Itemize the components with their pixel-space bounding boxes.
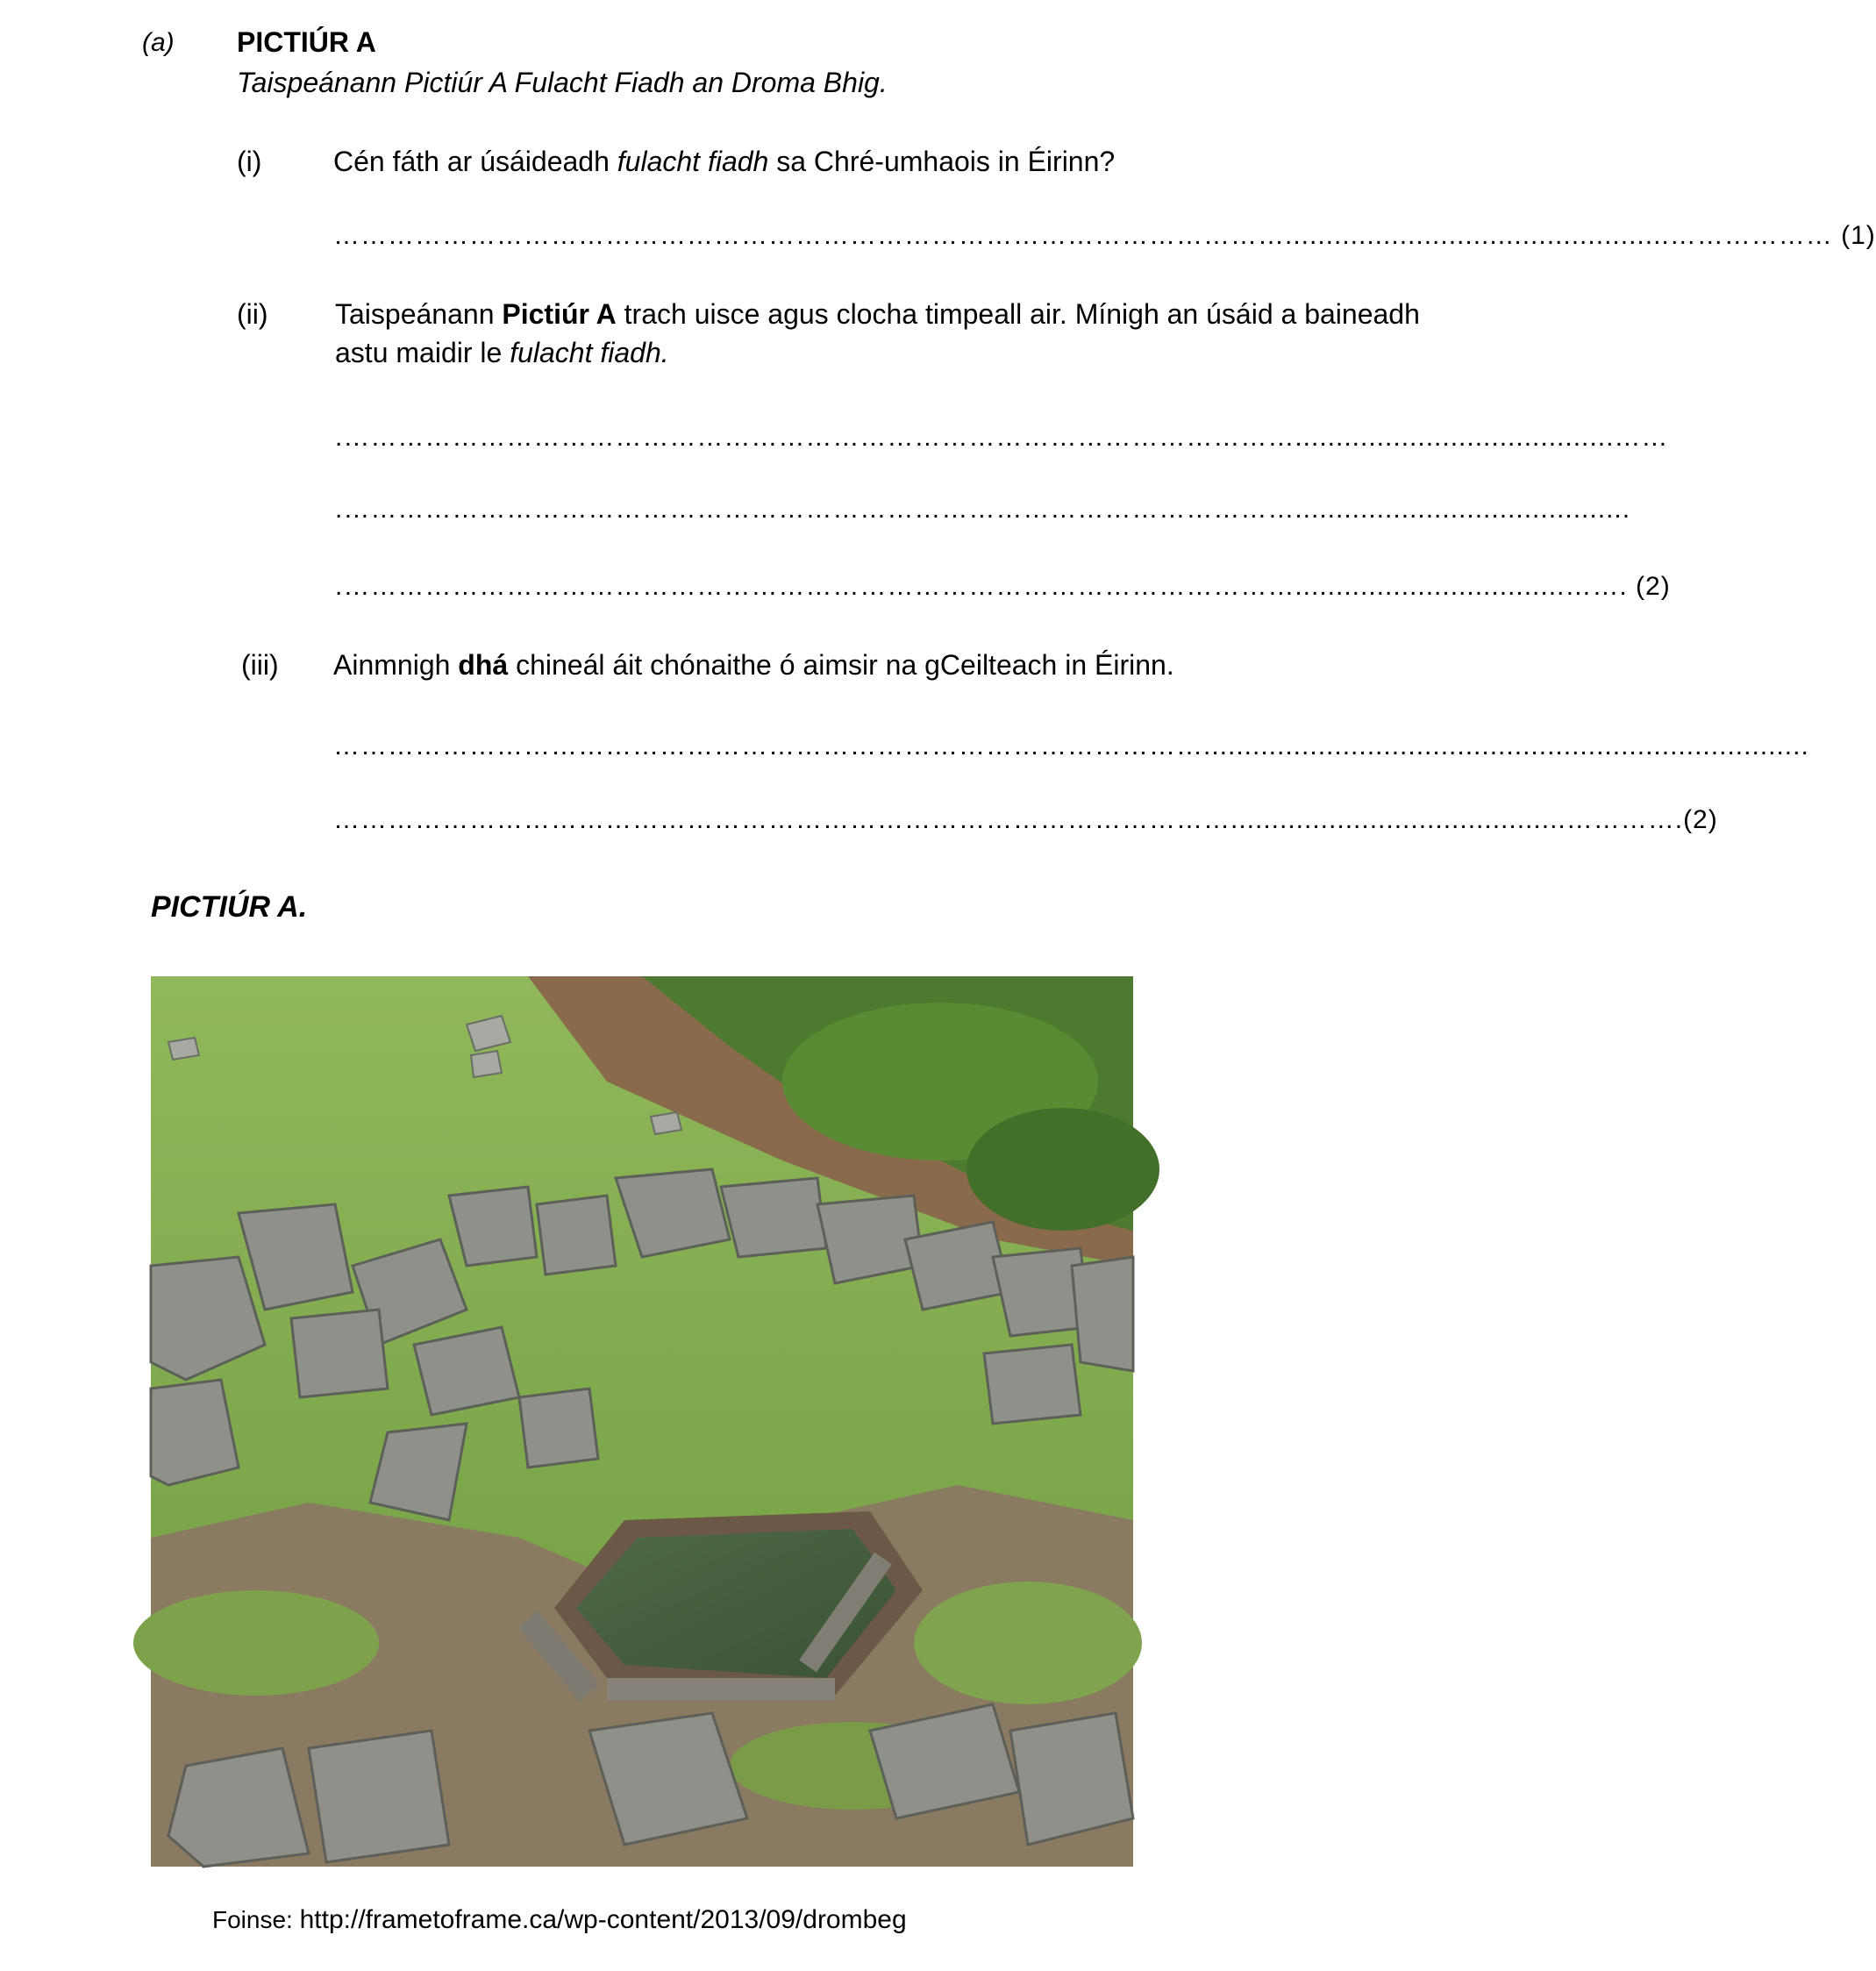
question-text-ii-pre: Taispeánann xyxy=(335,298,503,330)
question-text-i-italic: fulacht fiadh xyxy=(617,146,769,177)
section-heading: PICTIÚR A xyxy=(237,26,376,58)
question-text-ii-line2-pre: astu maidir le xyxy=(335,337,510,368)
question-text-i-pre: Cén fáth ar úsáideadh xyxy=(333,146,617,177)
question-text-iii-pre: Ainmnigh xyxy=(333,649,459,681)
answer-line-iii-1[interactable]: …………………………………………………………………………………….......................................................................... xyxy=(333,732,1809,761)
question-text-ii-line2-italic: fulacht fiadh. xyxy=(510,337,669,368)
picture-caption: PICTIÚR A. xyxy=(151,890,308,924)
section-subtitle: Taispeánann Pictiúr A Fulacht Fiadh an Droma Bhig. xyxy=(237,67,888,98)
source-label: Foinse: xyxy=(212,1906,293,1933)
question-text-ii-post: trach uisce agus clocha timpeall air. Mínigh an úsáid a baineadh xyxy=(616,298,1420,330)
question-text-i xyxy=(333,146,1115,178)
question-text-i-post: sa Chré-umhaois in Éirinn? xyxy=(768,146,1116,177)
question-number-iii: (iii) xyxy=(241,649,279,681)
question-text-iii xyxy=(333,649,1174,682)
answer-line-i-1[interactable]: ……………………………………………………………………………………………...............................................……………… (1) xyxy=(333,221,1876,250)
source-line xyxy=(212,1905,907,1935)
question-text-iii-bold: dhá xyxy=(458,649,509,681)
question-text-ii-bold: Pictiúr A xyxy=(502,298,617,330)
question-text-ii-line1 xyxy=(335,298,1420,331)
answer-line-ii-2[interactable]: .……………………………………………………………………………………………......................................... xyxy=(335,495,1631,524)
question-number-ii: (ii) xyxy=(237,298,268,330)
part-label: (a) xyxy=(142,28,175,57)
question-number-i: (i) xyxy=(237,146,262,177)
source-url[interactable]: http://frametoframe.ca/wp-content/2013/09/drombeg xyxy=(299,1905,907,1934)
answer-line-iii-2[interactable]: ……………………………………………………………………………………….........................................………….(2) xyxy=(333,805,1718,834)
answer-line-ii-3[interactable]: .…………………………………………………………………………………………….................................……. (2) xyxy=(335,572,1671,601)
question-text-ii-line2 xyxy=(335,337,669,369)
answer-line-ii-1[interactable]: .…………………………………………………………………………………………….......................................…… xyxy=(335,423,1669,452)
question-text-iii-post: chineál áit chónaithe ó aimsir na gCeilteach in Éirinn. xyxy=(508,649,1174,681)
fulacht-fiadh-photo xyxy=(151,976,1133,1867)
